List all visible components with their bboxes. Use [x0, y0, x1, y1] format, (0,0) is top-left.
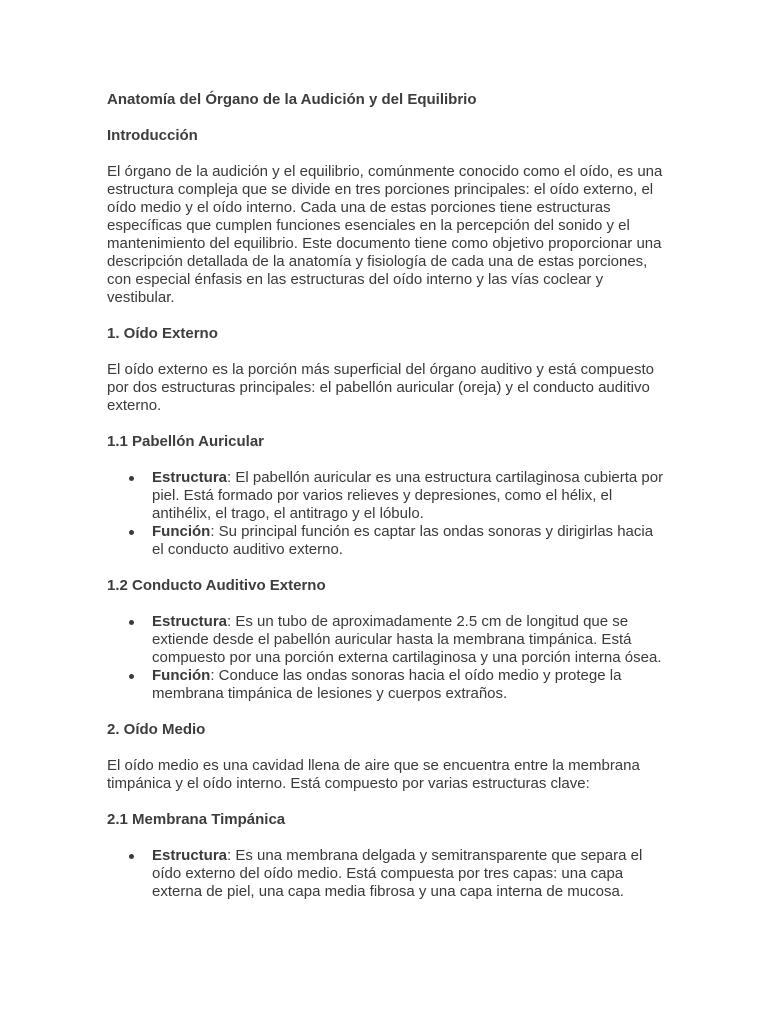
list-item-term: Estructura [152, 469, 228, 486]
list-item-text: : Su principal función es captar las ondas sonoras y dirigirlas hacia el conducto auditivo externo. [152, 523, 654, 558]
list-conducto-auditivo [107, 613, 668, 703]
paragraph-oido-externo: El oído externo es la porción más superficial del órgano auditivo y está compuesto por dos estructuras principales: el pabellón auricular (oreja) y el conducto auditivo externo. [107, 361, 654, 414]
heading-oido-medio: 2. Oído Medio [107, 721, 206, 738]
paragraph-oido-medio: El oído medio es una cavidad llena de aire que se encuentra entre la membrana timpánica y el oído interno. Está compuesto por varias estructuras clave: [107, 757, 640, 792]
bullet-icon [129, 854, 134, 859]
list-item [152, 469, 668, 523]
list-item-term: Función [152, 523, 211, 540]
list-item-term: Estructura [152, 847, 228, 864]
list-item [152, 667, 668, 703]
list-item-text: : Conduce las ondas sonoras hacia el oído medio y protege la membrana timpánica de lesiones y cuerpos extraños. [152, 667, 622, 702]
heading-conducto-auditivo: 1.2 Conducto Auditivo Externo [107, 577, 326, 594]
heading-membrana-timpanica: 2.1 Membrana Timpánica [107, 811, 286, 828]
heading-introduccion: Introducción [107, 127, 198, 144]
list-item-text: : Es una membrana delgada y semitransparente que separa el oído externo del oído medio. Está compuesta por tres capas: una capa externa de piel, una capa media fibrosa y una capa interna de mucosa. [152, 847, 643, 900]
list-item [152, 847, 668, 901]
list-item [152, 613, 668, 667]
list-membrana-timpanica [107, 847, 668, 901]
bullet-icon [129, 476, 134, 481]
heading-oido-externo: 1. Oído Externo [107, 325, 218, 342]
bullet-icon [129, 530, 134, 535]
heading-pabellon-auricular: 1.1 Pabellón Auricular [107, 433, 264, 450]
list-item-term: Función [152, 667, 211, 684]
list-pabellon-auricular [107, 469, 668, 559]
list-item [152, 523, 668, 559]
bullet-icon [129, 674, 134, 679]
document-title: Anatomía del Órgano de la Audición y del Equilibrio [107, 91, 477, 108]
list-item-text: : El pabellón auricular es una estructura cartilaginosa cubierta por piel. Está formado por varios relieves y depresiones, como el hélix, el antihélix, el trago, el antitrago y el lóbulo. [152, 469, 664, 522]
list-item-term: Estructura [152, 613, 228, 630]
paragraph-introduccion: El órgano de la audición y el equilibrio, comúnmente conocido como el oído, es una estructura compleja que se divide en tres porciones principales: el oído externo, el oído medio y el oído interno. Cada una de estas porciones tiene estructuras específicas que cumplen funciones esenciales en la percepción del sonido y el mantenimiento del equilibrio. Este documento tiene como objetivo proporcionar una descripción detallada de la anatomía y fisiología de cada una de estas porciones, con especial énfasis en las estructuras del oído interno y las vías coclear y vestibular. [107, 163, 663, 306]
list-item-text: : Es un tubo de aproximadamente 2.5 cm de longitud que se extiende desde el pabellón auricular hasta la membrana timpánica. Está compuesto por una porción externa cartilaginosa y una porción interna ósea. [152, 613, 662, 666]
bullet-icon [129, 620, 134, 625]
